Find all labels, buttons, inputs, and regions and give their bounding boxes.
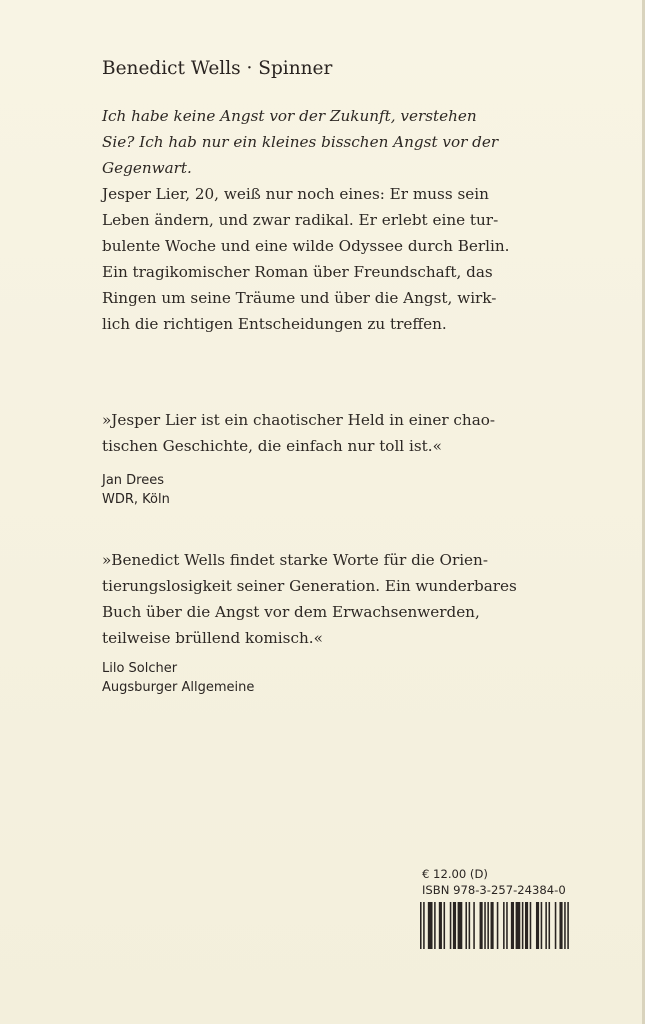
intro-line: Sie? Ich hab nur ein kleines bisschen Angst vor der [102,133,499,151]
description-line: Ringen um seine Träume und über die Angst, wirk- [102,289,497,307]
review-quote-line: tischen Geschichte, die einfach nur toll ist.« [102,437,442,455]
review-author: Jan Drees [102,473,165,488]
description-line: bulente Woche und eine wilde Odyssee durch Berlin. [102,237,510,255]
price-label: € 12.00 (D) [422,867,488,881]
review-quote-line: Buch über die Angst vor dem Erwachsenwerden, [102,603,480,621]
review-outlet: Augsburger Allgemeine [102,680,255,695]
review-quote-2 [102,547,532,651]
review-source-1 [102,471,170,509]
review-author: Lilo Solcher [102,661,178,676]
review-quote-line: »Benedict Wells findet starke Worte für die Orien- [102,551,488,569]
barcode-image [420,902,572,949]
book-description [102,181,532,337]
intro-quote [102,103,532,181]
review-quote-line: tierungslosigkeit seiner Generation. Ein wunderbares [102,577,517,595]
review-quote-1 [102,407,532,459]
isbn-label: ISBN 978-3-257-24384-0 [422,883,566,897]
intro-line: Ich habe keine Angst vor der Zukunft, verstehen [102,107,477,125]
description-line: Leben ändern, und zwar radikal. Er erlebt eine tur- [102,211,499,229]
review-quote-line: »Jesper Lier ist ein chaotischer Held in einer chao- [102,411,496,429]
book-title: Benedict Wells · Spinner [102,58,333,79]
review-quote-line: teilweise brüllend komisch.« [102,629,323,647]
intro-line: Gegenwart. [102,159,192,177]
description-line: lich die richtigen Entscheidungen zu treffen. [102,315,447,333]
review-outlet: WDR, Köln [102,492,170,507]
description-line: Jesper Lier, 20, weiß nur noch eines: Er muss sein [102,185,489,203]
review-source-2 [102,659,254,697]
price-isbn-block [422,866,592,898]
description-line: Ein tragikomischer Roman über Freundschaft, das [102,263,493,281]
